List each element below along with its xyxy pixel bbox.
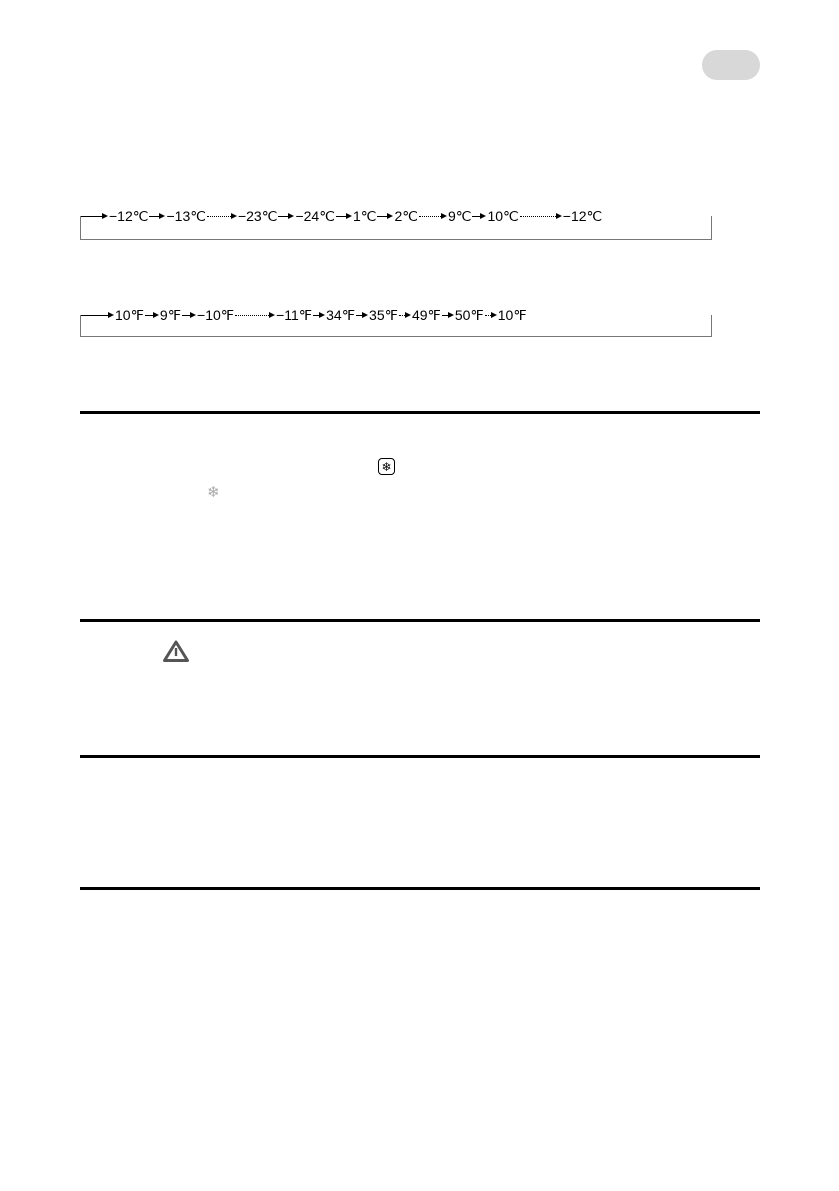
- cycle-return-right: [711, 216, 712, 240]
- temperature-value: −12℃: [109, 208, 149, 224]
- temperature-value: −11℉: [276, 307, 313, 323]
- temperature-value: 49℉: [411, 307, 441, 323]
- section-divider: [80, 887, 760, 890]
- arrow-connector: [182, 305, 196, 325]
- arrow-connector: [207, 206, 237, 226]
- arrow-connector: [399, 305, 411, 325]
- fahrenheit-temperature-cycle: [80, 305, 712, 337]
- temperature-value: 10℃: [487, 208, 519, 224]
- snowflake-in-box-icon: ❄: [378, 458, 395, 475]
- temperature-value: −23℃: [237, 208, 278, 224]
- temperature-value: −12℃: [562, 208, 603, 224]
- section-divider: [80, 619, 760, 622]
- arrow-connector: [336, 206, 352, 226]
- arrow-connector: [278, 206, 294, 226]
- temperature-value: 9℃: [447, 208, 472, 224]
- arrow-connector: [356, 305, 368, 325]
- temperature-value: −10℉: [197, 307, 235, 323]
- page-tab: [702, 50, 760, 80]
- arrow-connector: [472, 206, 486, 226]
- arrow-connector: [485, 305, 497, 325]
- temperature-value: 10℉: [115, 307, 144, 323]
- arrow-connector: [442, 305, 454, 325]
- section-divider: [80, 411, 760, 414]
- temperature-value: 50℉: [454, 307, 484, 323]
- section-divider: [80, 755, 760, 758]
- arrow-connector: [235, 305, 275, 325]
- arrow-connector: [377, 206, 393, 226]
- temperature-value: −24℃: [295, 208, 335, 224]
- snowflake-icon: ❄: [207, 484, 220, 501]
- temperature-value: −13℃: [166, 208, 206, 224]
- cycle-return-left: [80, 216, 81, 240]
- temperature-value: 34℉: [326, 307, 356, 323]
- temperature-value: 1℃: [352, 208, 377, 224]
- cycle-return-right: [711, 315, 712, 337]
- arrow-connector: [80, 206, 108, 226]
- cycle-return-left: [80, 315, 81, 337]
- arrow-connector: [313, 305, 325, 325]
- temperature-value: 9℉: [159, 307, 182, 323]
- temperature-value: 2℃: [394, 208, 418, 224]
- arrow-connector: [149, 206, 165, 226]
- cycle-return-line: [80, 239, 712, 240]
- arrow-connector: [80, 305, 114, 325]
- temperature-value: 10℉: [497, 307, 527, 323]
- arrow-connector: [419, 206, 447, 226]
- temperature-value: 35℉: [369, 307, 398, 323]
- celsius-temperature-cycle: [80, 206, 712, 240]
- warning-triangle-icon: [163, 640, 189, 662]
- fahrenheit-steps: [80, 305, 528, 325]
- celsius-steps: [80, 206, 603, 226]
- arrow-connector: [520, 206, 562, 226]
- cycle-return-line: [80, 336, 712, 337]
- arrow-connector: [145, 305, 159, 325]
